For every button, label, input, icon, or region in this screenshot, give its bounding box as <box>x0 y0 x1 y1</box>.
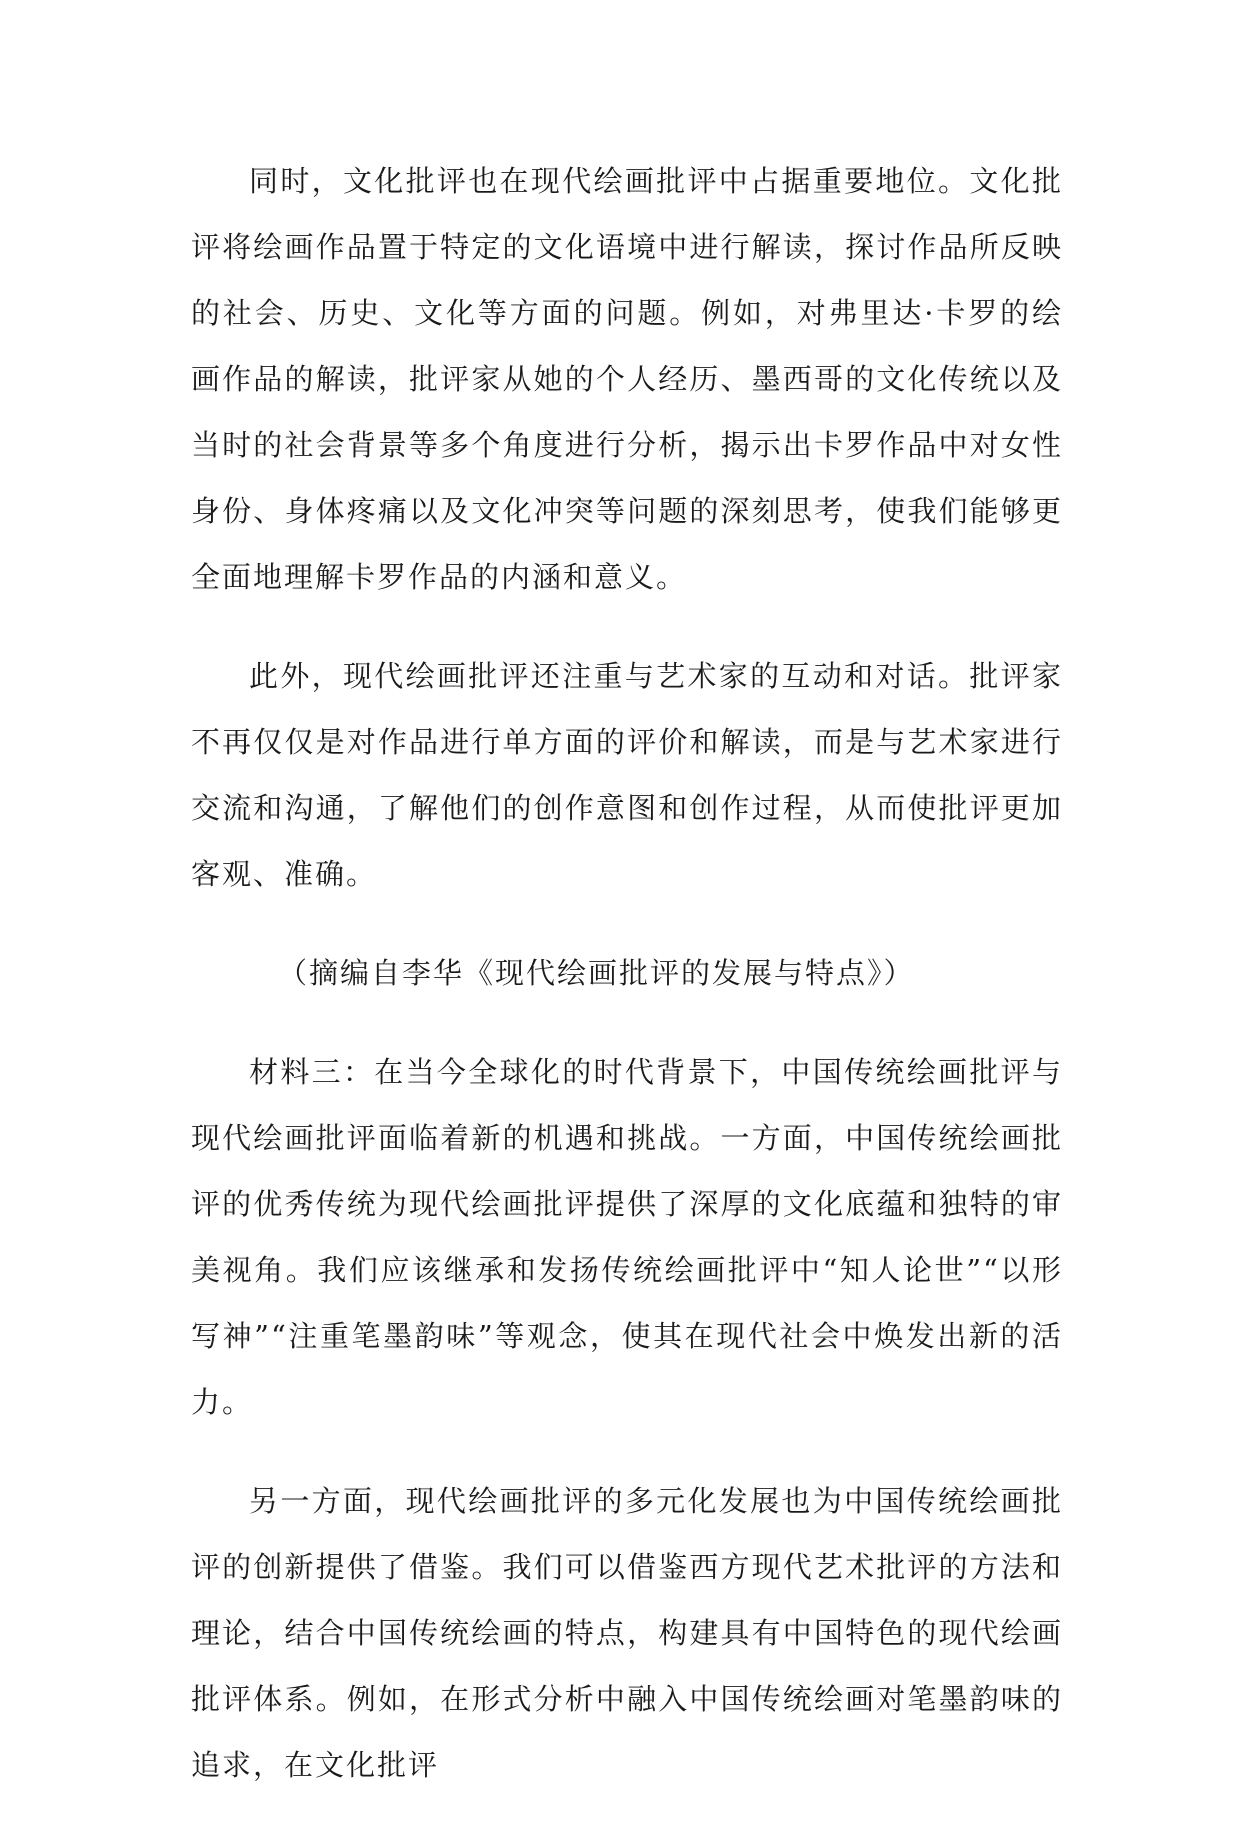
paragraph-on-the-other-hand: 另一方面，现代绘画批评的多元化发展也为中国传统绘画批评的创新提供了借鉴。我们可以借鉴西方现代艺术批评的方法和理论，结合中国传统绘画的特点，构建具有中国特色的现代绘画批评体系。例如，在形式分析中融入中国传统绘画对笔墨韵味的追求，在文化批评 <box>191 1484 1063 1782</box>
paragraph-material-three: 材料三：在当今全球化的时代背景下，中国传统绘画批评与现代绘画批评面临着新的机遇和挑战。一方面，中国传统绘画批评的优秀传统为现代绘画批评提供了深厚的文化底蕴和独特的审美视角。我们应该继承和发扬传统绘画批评中“知人论世”“以形写神”“注重笔墨韵味”等观念，使其在现代社会中焕发出新的活力。 <box>191 1055 1063 1419</box>
document-body <box>191 148 1063 1831</box>
paragraph-cultural-criticism: 同时，文化批评也在现代绘画批评中占据重要地位。文化批评将绘画作品置于特定的文化语境中进行解读，探讨作品所反映的社会、历史、文化等方面的问题。例如，对弗里达·卡罗的绘画作品的解读，批评家从她的个人经历、墨西哥的文化传统以及当时的社会背景等多个角度进行分析，揭示出卡罗作品中对女性身份、身体疼痛以及文化冲突等问题的深刻思考，使我们能够更全面地理解卡罗作品的内涵和意义。 <box>191 164 1063 594</box>
paragraph-artist-dialogue: 此外，现代绘画批评还注重与艺术家的互动和对话。批评家不再仅仅是对作品进行单方面的评价和解读，而是与艺术家进行交流和沟通，了解他们的创作意图和创作过程，从而使批评更加客观、准确。 <box>191 659 1063 891</box>
source-citation: （摘编自李华《现代绘画批评的发展与特点》） <box>278 956 915 990</box>
